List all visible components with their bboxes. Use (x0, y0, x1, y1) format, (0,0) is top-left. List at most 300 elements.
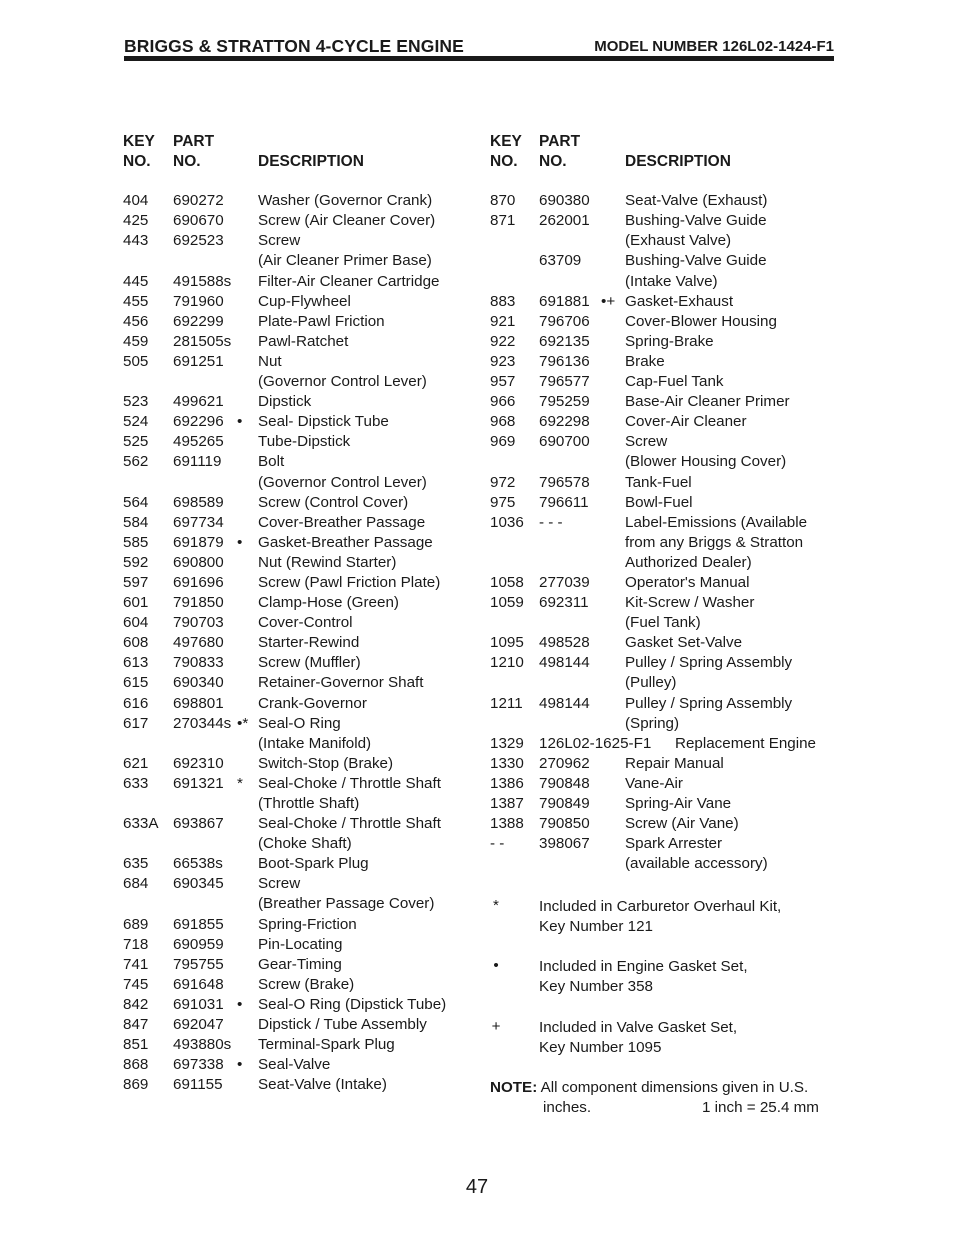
table-row (490, 613, 835, 633)
part-description: Bowl-Fuel (625, 493, 693, 511)
table-row (490, 332, 835, 352)
part-number: 281505s (173, 332, 232, 350)
key-number: 564 (123, 493, 149, 511)
table-row (490, 633, 835, 653)
part-description: Dipstick / Tube Assembly (258, 1016, 427, 1034)
table-row (123, 392, 473, 412)
key-number: 718 (123, 935, 149, 953)
parts-list-right (490, 132, 835, 874)
part-description: from any Briggs & Stratton (625, 533, 804, 551)
part-description: Seal-Valve (258, 1056, 331, 1074)
key-number: 455 (123, 292, 149, 310)
key-number: 584 (123, 513, 149, 531)
table-row (490, 673, 835, 693)
part-number: 493880s (173, 1036, 232, 1054)
key-number: 684 (123, 875, 149, 893)
part-description: Screw (258, 875, 301, 893)
table-row (123, 814, 473, 834)
part-description: Filter-Air Cleaner Cartridge (258, 272, 440, 290)
part-description: (Air Cleaner Primer Base) (258, 252, 432, 270)
table-row (490, 412, 835, 432)
legend-text: Key Number 358 (539, 978, 653, 996)
part-description: Retainer-Governor Shaft (258, 674, 424, 692)
legend-symbol: • (493, 957, 499, 974)
part-number: 690340 (173, 674, 224, 692)
part-description: Gasket-Exhaust (625, 292, 734, 310)
key-number: 1036 (490, 513, 524, 531)
key-header: KEY (123, 133, 155, 150)
kit-marker: • (237, 995, 243, 1013)
part-description: (Intake Valve) (625, 272, 718, 290)
part-number: 691321 (173, 774, 224, 792)
key-number: 1059 (490, 594, 524, 612)
part-description: Authorized Dealer) (625, 553, 752, 571)
part-number: 790703 (173, 614, 224, 632)
part-description: Tank-Fuel (625, 473, 692, 491)
key-number: 635 (123, 855, 149, 873)
table-row (123, 513, 473, 533)
table-row (123, 231, 473, 251)
part-number: 790848 (539, 774, 590, 792)
table-row (123, 272, 473, 292)
key-number: 562 (123, 453, 149, 471)
part-header: PART (173, 133, 215, 150)
part-description: (Fuel Tank) (625, 614, 701, 632)
part-number: 691648 (173, 975, 224, 993)
description-header: DESCRIPTION (625, 153, 731, 171)
part-description: Cap-Fuel Tank (625, 373, 724, 391)
key-number: 923 (490, 352, 516, 370)
key-header: NO. (123, 153, 151, 171)
table-row (123, 734, 473, 754)
part-description: Pulley / Spring Assembly (625, 654, 793, 672)
part-number: 796706 (539, 312, 590, 330)
table-row (123, 1035, 473, 1055)
part-number: 692523 (173, 232, 224, 250)
part-description: Label-Emissions (Available (625, 513, 808, 531)
key-number: 524 (123, 413, 149, 431)
table-header-row (123, 132, 473, 152)
table-row (123, 432, 473, 452)
legend-text: Included in Engine Gasket Set, (539, 958, 748, 975)
part-number: 790833 (173, 654, 224, 672)
legend-text: Key Number 121 (539, 918, 653, 936)
table-row (123, 935, 473, 955)
table-row (123, 553, 473, 573)
key-number: 689 (123, 915, 149, 933)
legend-symbol: * (493, 897, 499, 914)
key-number: 617 (123, 714, 149, 732)
table-row (490, 533, 835, 553)
part-number: 691879 (173, 533, 224, 551)
part-number: 498144 (539, 694, 590, 712)
table-header-row (123, 152, 473, 172)
kit-marker: •+ (601, 292, 616, 310)
key-number: 869 (123, 1076, 149, 1094)
key-number: 922 (490, 332, 516, 350)
part-description: Bushing-Valve Guide (625, 212, 767, 230)
table-row (490, 272, 835, 292)
part-description: Cover-Control (258, 614, 353, 632)
part-description: Seal-O Ring (258, 714, 341, 732)
part-description: Screw (Brake) (258, 975, 355, 993)
part-number: 796578 (539, 473, 590, 491)
table-row (123, 633, 473, 653)
key-number: 741 (123, 955, 149, 973)
table-row (123, 332, 473, 352)
part-number: 498528 (539, 634, 590, 652)
table-row (123, 251, 473, 271)
part-number: 796577 (539, 373, 590, 391)
key-number: 969 (490, 433, 516, 451)
key-number: 621 (123, 754, 149, 772)
part-description: Seal-Choke / Throttle Shaft (258, 815, 441, 833)
key-number: 1388 (490, 815, 524, 833)
table-row (490, 774, 835, 794)
key-number: 585 (123, 533, 149, 551)
dimensions-note (490, 1078, 819, 1117)
part-description: Spring-Friction (258, 915, 357, 933)
table-row (123, 975, 473, 995)
part-description: Gasket-Breather Passage (258, 533, 433, 551)
part-description: Terminal-Spark Plug (258, 1036, 395, 1054)
part-description: Pawl-Ratchet (258, 332, 349, 350)
note-label: NOTE: (490, 1079, 538, 1096)
part-description: Spark Arrester (625, 835, 723, 853)
part-number: 690800 (173, 553, 224, 571)
key-number: 957 (490, 373, 516, 391)
table-row (123, 694, 473, 714)
table-row (123, 473, 473, 493)
part-description: Tube-Dipstick (258, 433, 351, 451)
key-number: 842 (123, 995, 149, 1013)
part-description: (Governor Control Lever) (258, 473, 427, 491)
table-row (490, 352, 835, 372)
part-description: Pulley / Spring Assembly (625, 694, 793, 712)
kit-marker: • (237, 413, 243, 431)
table-row (123, 794, 473, 814)
part-number: 691881 (539, 292, 590, 310)
part-description: Gear-Timing (258, 955, 342, 973)
key-number: 525 (123, 433, 149, 451)
table-row (123, 714, 473, 734)
key-header: KEY (490, 133, 522, 150)
key-number: 456 (123, 312, 149, 330)
part-number: 791850 (173, 594, 224, 612)
table-row (490, 834, 835, 854)
table-row (490, 211, 835, 231)
part-header: NO. (539, 153, 567, 171)
part-description: Seal-Choke / Throttle Shaft (258, 774, 441, 792)
part-number: 691119 (173, 453, 222, 471)
part-description: (available accessory) (625, 855, 768, 873)
part-number: 692311 (539, 594, 589, 612)
legend-text: Key Number 1095 (539, 1039, 662, 1057)
part-description: Switch-Stop (Brake) (258, 754, 394, 772)
key-number: 604 (123, 614, 149, 632)
kit-marker: * (237, 774, 243, 792)
table-row (490, 754, 835, 774)
part-description: Screw (625, 433, 668, 451)
key-number: 404 (123, 192, 149, 210)
table-row (490, 473, 835, 493)
table-row (490, 573, 835, 593)
key-number: 459 (123, 332, 149, 350)
key-header: NO. (490, 153, 518, 171)
part-number: 690345 (173, 875, 224, 893)
part-number: 791960 (173, 292, 224, 310)
key-number: - - (490, 835, 505, 853)
part-number: 398067 (539, 835, 590, 853)
table-row (490, 372, 835, 392)
table-row (490, 292, 835, 312)
table-row (490, 734, 835, 754)
key-number: 615 (123, 674, 149, 692)
table-row (123, 312, 473, 332)
table-row (123, 673, 473, 693)
part-number: 795259 (539, 393, 590, 411)
key-number: 1210 (490, 654, 524, 672)
table-row (123, 452, 473, 472)
legend-text: Included in Valve Gasket Set, (539, 1019, 738, 1036)
part-description: Cover-Air Cleaner (625, 413, 747, 431)
part-number: 790849 (539, 795, 590, 812)
table-row (490, 392, 835, 412)
part-description: Pin-Locating (258, 935, 343, 953)
part-number: 693867 (173, 815, 224, 833)
table-row (490, 493, 835, 513)
key-number: 1387 (490, 795, 524, 812)
part-description: (Blower Housing Cover) (625, 453, 787, 471)
table-row (490, 694, 835, 714)
part-description: Nut (Rewind Starter) (258, 553, 397, 571)
part-number: - - - (539, 513, 563, 531)
key-number: 597 (123, 573, 149, 591)
key-number: 616 (123, 694, 149, 712)
part-description: Bushing-Valve Guide (625, 252, 767, 270)
key-number: 975 (490, 493, 516, 511)
part-description: Brake (625, 352, 665, 370)
table-row (490, 714, 835, 734)
part-description: Nut (258, 352, 282, 370)
table-row (490, 191, 835, 211)
part-description: Clamp-Hose (Green) (258, 594, 399, 612)
table-row (123, 955, 473, 975)
key-number: 523 (123, 393, 149, 411)
table-row (123, 493, 473, 513)
part-description: Washer (Governor Crank) (258, 192, 433, 210)
part-header: PART (539, 133, 581, 150)
part-description: Boot-Spark Plug (258, 855, 369, 873)
part-description: Screw (Air Cleaner Cover) (258, 212, 436, 230)
table-row (123, 653, 473, 673)
table-row (490, 593, 835, 613)
part-description: (Governor Control Lever) (258, 373, 427, 391)
table-row (123, 874, 473, 894)
part-number: 690272 (173, 192, 224, 210)
table-row (490, 432, 835, 452)
part-number: 692298 (539, 413, 590, 431)
table-row (490, 513, 835, 533)
note-text: All component dimensions given in U.S. (540, 1079, 809, 1096)
engine-title: BRIGGS & STRATTON 4-CYCLE ENGINE (124, 36, 464, 56)
part-description: Gasket Set-Valve (625, 634, 743, 652)
key-number: 505 (123, 352, 149, 370)
part-number: 495265 (173, 433, 224, 451)
note-conversion: 1 inch = 25.4 mm (702, 1099, 819, 1117)
key-number: 633A (123, 815, 159, 833)
key-number: 966 (490, 393, 516, 411)
part-description: Seal-O Ring (Dipstick Tube) (258, 995, 447, 1013)
part-description: Seat-Valve (Exhaust) (625, 192, 768, 210)
key-number: 443 (123, 232, 149, 250)
key-number: 1386 (490, 774, 524, 792)
part-number: 690670 (173, 212, 224, 230)
part-description: Screw (Control Cover) (258, 493, 409, 511)
part-number: 262001 (539, 212, 590, 230)
key-number: 592 (123, 553, 149, 571)
table-header-row (490, 152, 835, 172)
header-rule (124, 56, 834, 61)
part-number: 692047 (173, 1016, 224, 1034)
part-number: 795755 (173, 955, 224, 973)
table-row (490, 653, 835, 673)
part-description: Vane-Air (625, 774, 683, 792)
table-row (123, 894, 473, 914)
part-number: 692296 (173, 413, 224, 431)
key-number: 633 (123, 774, 149, 792)
table-row (490, 312, 835, 332)
table-row (123, 854, 473, 874)
table-row (490, 814, 835, 834)
key-number: 1058 (490, 573, 524, 591)
part-number: 691031 (173, 995, 224, 1013)
key-number: 847 (123, 1016, 149, 1034)
part-description: Screw (Air Vane) (625, 815, 739, 833)
part-number: 698589 (173, 493, 224, 511)
key-number: 968 (490, 413, 516, 431)
key-number: 871 (490, 212, 516, 230)
table-row (123, 613, 473, 633)
key-number: 870 (490, 192, 516, 210)
part-number: 698801 (173, 694, 224, 712)
part-description: (Pulley) (625, 674, 677, 692)
part-number: 692299 (173, 312, 224, 330)
part-description: Bolt (258, 453, 285, 471)
model-number: MODEL NUMBER 126L02-1424-F1 (594, 38, 834, 55)
key-number: 608 (123, 634, 149, 652)
table-row (490, 251, 835, 271)
table-row (123, 211, 473, 231)
kit-marker: • (237, 533, 243, 551)
table-row (123, 292, 473, 312)
part-description: Seal- Dipstick Tube (258, 413, 389, 431)
table-row (490, 553, 835, 573)
kit-marker: • (237, 1056, 243, 1074)
part-description: (Spring) (625, 714, 680, 732)
part-number: 497680 (173, 634, 224, 652)
key-number: 972 (490, 473, 516, 491)
table-row (123, 754, 473, 774)
part-description: Spring-Brake (625, 332, 714, 350)
part-number: 270962 (539, 754, 590, 772)
part-description: (Choke Shaft) (258, 835, 352, 853)
part-description: Repair Manual (625, 754, 724, 772)
key-number: 745 (123, 975, 149, 993)
part-description: (Breather Passage Cover) (258, 895, 435, 913)
key-number: 883 (490, 292, 516, 310)
key-number: 613 (123, 654, 149, 672)
part-description: (Exhaust Valve) (625, 232, 732, 250)
table-row (490, 231, 835, 251)
table-row (123, 593, 473, 613)
part-description: Cover-Blower Housing (625, 312, 777, 330)
key-number: 1095 (490, 634, 524, 652)
legend-symbol: + (491, 1018, 501, 1035)
part-number: 690380 (539, 192, 590, 210)
part-number: 697734 (173, 513, 224, 531)
legend-text: Included in Carburetor Overhaul Kit, (539, 898, 782, 915)
parts-list-left (123, 132, 473, 1095)
table-row (123, 995, 473, 1015)
part-description: Base-Air Cleaner Primer (625, 393, 790, 411)
part-number: 690959 (173, 935, 224, 953)
key-number: 1330 (490, 754, 524, 772)
table-header-row (490, 132, 835, 152)
part-number: 796611 (539, 493, 589, 511)
note-text: inches. (543, 1099, 592, 1117)
part-number: 66538s (173, 855, 223, 873)
key-number: 601 (123, 594, 149, 612)
part-number: 697338 (173, 1056, 224, 1074)
part-description: Screw (Pawl Friction Plate) (258, 573, 441, 591)
table-row (490, 854, 835, 874)
part-description: Cup-Flywheel (258, 292, 351, 310)
part-number: 692310 (173, 754, 224, 772)
description-header: DESCRIPTION (258, 153, 364, 171)
table-row (123, 533, 473, 553)
part-number: 491588s (173, 272, 232, 290)
part-description: Screw (Muffler) (258, 654, 361, 672)
key-number: 445 (123, 272, 149, 290)
part-number: 277039 (539, 573, 590, 591)
key-number: 425 (123, 212, 149, 230)
part-description: Cover-Breather Passage (258, 513, 426, 531)
table-row (123, 1075, 473, 1095)
part-number: 796136 (539, 352, 590, 370)
part-description: Spring-Air Vane (625, 795, 732, 812)
part-description: Seat-Valve (Intake) (258, 1076, 387, 1094)
part-number: 499621 (173, 393, 224, 411)
key-number: 1211 (490, 694, 523, 712)
table-row (490, 794, 835, 814)
part-number: 691696 (173, 573, 224, 591)
part-number: 692135 (539, 332, 590, 350)
part-number: 690700 (539, 433, 590, 451)
table-row (123, 1015, 473, 1035)
key-number: 921 (490, 312, 516, 330)
table-row (490, 452, 835, 472)
part-description: (Intake Manifold) (258, 734, 372, 752)
part-header: NO. (173, 153, 201, 171)
part-description: Replacement Engine (675, 734, 816, 752)
part-number: 691251 (173, 352, 224, 370)
table-row (123, 191, 473, 211)
part-number: 126L02-1625-F1 (539, 734, 652, 752)
part-description: Kit-Screw / Washer (625, 594, 755, 612)
part-number: 270344s (173, 714, 232, 732)
part-number: 63709 (539, 252, 582, 270)
